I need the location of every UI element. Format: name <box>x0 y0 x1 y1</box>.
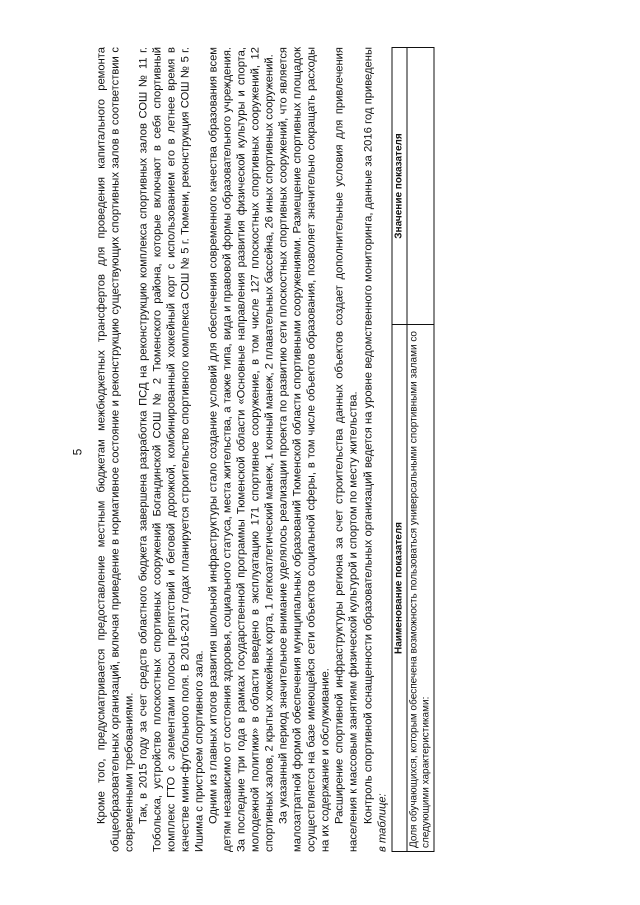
indicator-table <box>391 47 434 852</box>
caption-emph: в таблице: <box>376 793 389 852</box>
document-body <box>96 47 435 852</box>
table-header-row <box>392 48 407 852</box>
paragraph-2: Так, в 2015 году за счет средств областного бюджета завершена разработка ПСД на реконструкцию комплекса спортивных залов СОШ № 11 г. Тобольска, устройство плоскостных спортивных сооружений Богандинской СОШ № 2 Тюменского района, которые включают в себя спортивный комплекс ГТО с элементами полосы препятствий и беговой дорожкой, комбинированный хоккейный корт с использованием его в летнее время в качестве мини-футбольного поля. В 2016-2017 годах планируется строительство спортивного комплекса СОШ № 5 г. Тюмени, реконструкция СОШ № 5 г. Ишима с пристроем спортивного зала. <box>137 47 206 852</box>
paragraph-4: За указанный период значительное внимание уделялось реализации проекта по развитию сети плоскостных спортивных сооружений, что является малозатратной формой обеспечения муниципальных образований Тюменской области спортивными сооружениями. Размещение спортивных площадок осуществляется на базе имеющейся сети объектов социальной сферы, в том числе объектов образования, позволяет значительно сокращать расходы на их содержание и обслуживание. <box>277 47 332 852</box>
paragraph-5: Расширение спортивной инфраструктуры региона за счет строительства данных объектов создает дополнительные условия для привлечения населения к массовым занятиям физической культурой и спортом по месту жительства. <box>333 47 360 852</box>
paragraph-1: Кроме того, предусматривается предоставление местным бюджетам межбюджетных трансфертов для проведения капитального ремонта общеобразовательных организаций, включая приведение в нормативное состояние и реконструкцию существующих спортивных залов в соответствии с современными требованиями. <box>95 47 136 852</box>
header-indicator-value: Значение показателя <box>392 48 407 325</box>
table-caption <box>362 47 390 852</box>
header-indicator-name: Наименование показателя <box>392 325 407 852</box>
caption-text: Контроль спортивной оснащенности образовательных организаций ведется на уровне ведомственного мониторинга, данные за 2016 год приведены <box>362 47 375 824</box>
table-row <box>407 48 434 852</box>
page-number: 5 <box>70 448 85 456</box>
cell-indicator-name: Доля обучающихся, которым обеспечена возможность пользоваться универсальными спортивными залами со следующими характеристиками: <box>407 325 434 852</box>
cell-indicator-value <box>407 48 434 325</box>
rotated-page <box>68 32 573 872</box>
paragraph-3: Одним из главных итогов развития школьной инфраструктуры стало создание условий для обеспечения современного качества образования всем детям независимо от состояния здоровья, социального статуса, места жительства, а также типа, вида и правовой формы образовательного учреждения. За последние три года в рамках государственной программы Тюменской области «Основные направления развития физической культуры и спорта, молодежной политики» в области введено в эксплуатацию 171 спортивное сооружение, в том числе 127 плоскостных спортивных сооружений, 12 спортивных залов, 2 крытых хоккейных корта, 1 легкоатлетический манеж, 1 конный манеж, 2 плавательных бассейна, 26 иных спортивных сооружений. <box>207 47 276 852</box>
